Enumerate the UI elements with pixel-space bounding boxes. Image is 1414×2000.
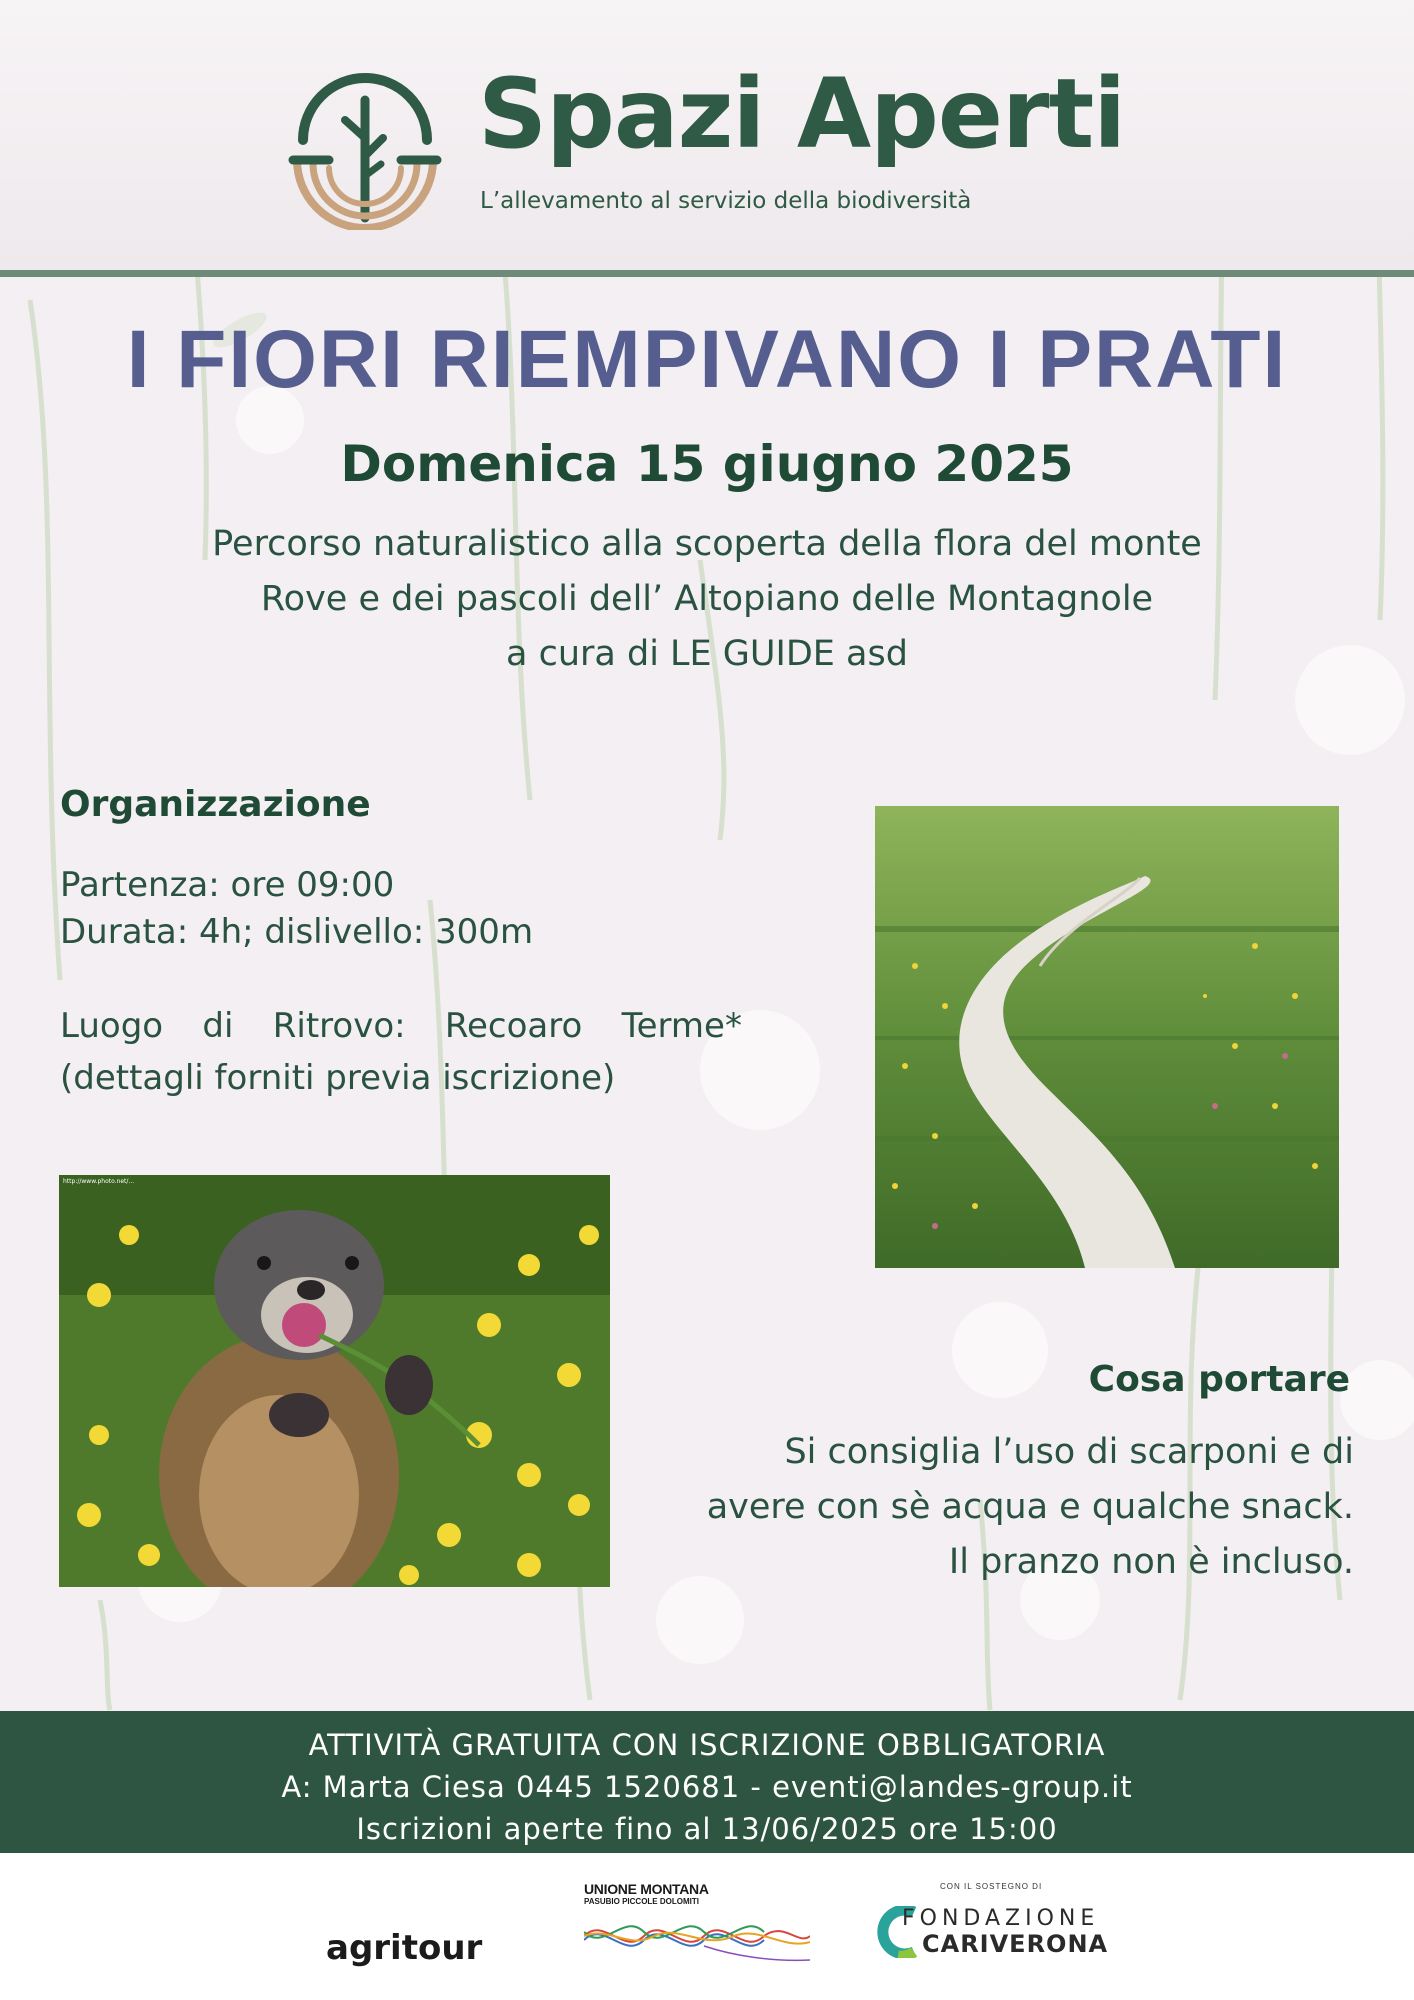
cosa-portare-text (600, 1425, 1354, 1590)
footer-contact: A: Marta Ciesa 0445 1520681 - eventi@landes-group.it (281, 1770, 1133, 1804)
organizzazione-heading: Organizzazione (60, 784, 371, 825)
luogo-word: Luogo (60, 1006, 164, 1046)
event-title: I FIORI RIEMPIVANO I PRATI (126, 314, 1288, 405)
cosa-portare-heading: Cosa portare (1088, 1359, 1350, 1400)
event-description-line: Rove e dei pascoli dell’ Altopiano delle Montagnole (260, 579, 1154, 619)
footer-attivita: ATTIVITÀ GRATUITA CON ISCRIZIONE OBBLIGATORIA (308, 1728, 1106, 1762)
cosa-portare-line: Si consiglia l’uso di scarponi e di (784, 1432, 1354, 1472)
marmot-photo (59, 1175, 610, 1587)
luogo-text (60, 1003, 742, 1049)
footer-deadline: Iscrizioni aperte fino al 13/06/2025 ore 15:00 (356, 1812, 1058, 1846)
unione-montana-wave-icon (584, 1906, 810, 1964)
agritour-logo-text: agritour (326, 1928, 483, 1968)
footer-band (0, 1711, 1414, 1853)
brand-tagline: L’allevamento al servizio della biodiversità (480, 188, 972, 214)
event-date: Domenica 15 giugno 2025 (340, 435, 1074, 493)
partenza-text: Partenza: ore 09:00 (60, 865, 395, 905)
event-description (90, 517, 1324, 682)
header-divider (0, 270, 1414, 277)
spazi-aperti-logo-icon (285, 68, 445, 230)
luogo-word: di (202, 1006, 234, 1046)
cosa-portare-line: Il pranzo non è incluso. (948, 1542, 1354, 1582)
unione-montana-sub: PASUBIO PICCOLE DOLOMITI (584, 1897, 699, 1906)
dettagli-text: (dettagli forniti previa iscrizione) (60, 1058, 616, 1098)
durata-text: Durata: 4h; dislivello: 300m (60, 912, 534, 952)
trail-photo (875, 806, 1339, 1268)
brand-title: Spazi Aperti (478, 58, 1126, 170)
luogo-word: Terme* (621, 1006, 742, 1046)
unione-montana-name: UNIONE MONTANA (584, 1881, 709, 1897)
fondazione-name: FONDAZIONE (902, 1906, 1100, 1931)
luogo-word: Recoaro (444, 1006, 583, 1046)
marmot-caption: http://www.photo.net/... (63, 1178, 135, 1185)
luogo-word: Ritrovo: (272, 1006, 406, 1046)
event-description-line: a cura di LE GUIDE asd (506, 634, 908, 674)
cosa-portare-line: avere con sè acqua e qualche snack. (706, 1487, 1354, 1527)
fondazione-name-cariverona: CARIVERONA (922, 1930, 1109, 1958)
fondazione-support-text: CON IL SOSTEGNO DI (940, 1882, 1043, 1891)
event-description-line: Percorso naturalistico alla scoperta della flora del monte (212, 524, 1202, 564)
